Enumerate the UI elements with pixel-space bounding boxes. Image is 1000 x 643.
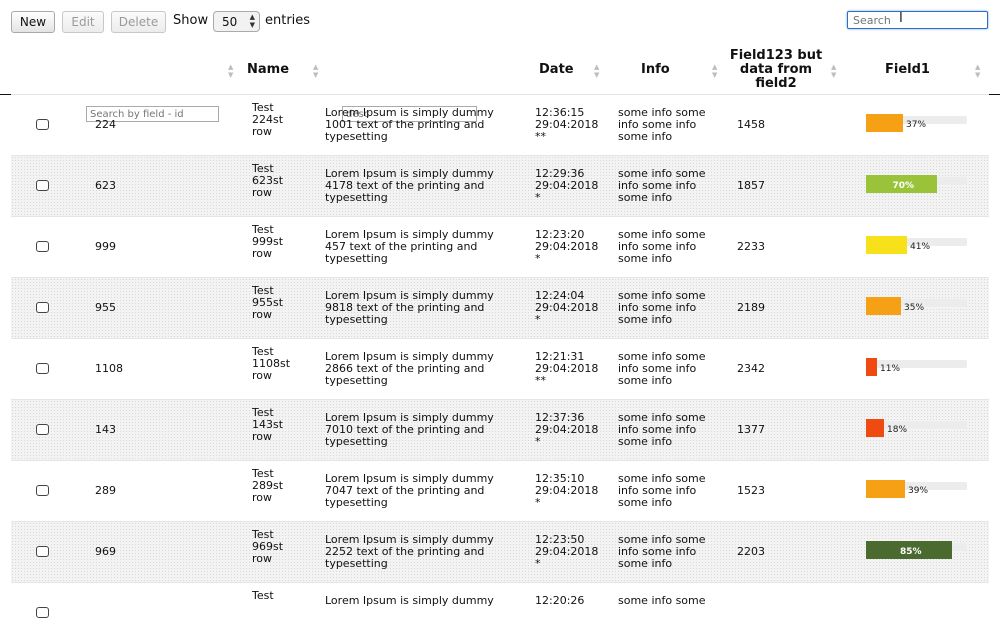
table-row[interactable] (11, 277, 989, 338)
table-row[interactable] (11, 521, 989, 582)
id-cell: 1108 (95, 362, 123, 375)
date-line-2: 29:04:2018 (535, 545, 599, 558)
desc-line-3: typesetting (325, 496, 388, 509)
name-line-3: row (252, 125, 273, 138)
table-row[interactable] (11, 94, 989, 155)
table-row[interactable] (11, 399, 989, 460)
column-field123[interactable] (722, 49, 830, 91)
field123-line-1: Field123 but (729, 48, 823, 63)
id-cell: 999 (95, 240, 116, 253)
info-line-1: some info some (618, 350, 706, 363)
table-row[interactable] (11, 155, 989, 216)
page-size-select[interactable] (213, 11, 260, 32)
sort-info-icon[interactable]: ▲ ▼ (712, 63, 718, 79)
name-line-1: Test (252, 101, 274, 114)
column-info[interactable]: Info (641, 62, 670, 77)
id-cell: 143 (95, 423, 116, 436)
desc-line-1: Lorem Ipsum is simply dummy (325, 533, 494, 546)
sort-field123-icon[interactable]: ▲ ▼ (831, 63, 837, 79)
name-line-3: row (252, 430, 273, 443)
date-line-2: 29:04:2018 (535, 362, 599, 375)
table-body (11, 94, 989, 643)
row-checkbox[interactable] (36, 363, 49, 374)
row-checkbox[interactable] (36, 546, 49, 557)
progress-percent: 41% (910, 242, 931, 252)
name-line-3: row (252, 308, 273, 321)
field2-cell: 2189 (737, 301, 765, 314)
date-line-2: 29:04:2018 (535, 423, 599, 436)
row-checkbox[interactable] (36, 302, 49, 313)
name-line-2: 999st (252, 235, 284, 248)
column-field1[interactable]: Field1 (885, 62, 930, 77)
info-line-2: info some info (618, 362, 697, 375)
desc-line-2: 2252 text of the printing and (325, 545, 485, 558)
progress-fill (866, 358, 877, 376)
date-line-1: 12:29:36 (535, 167, 585, 180)
info-line-3: some info (618, 435, 673, 448)
table-row[interactable] (11, 582, 989, 643)
progress-fill (866, 297, 901, 315)
name-line-2: 623st (252, 174, 284, 187)
info-line-1: some info some (618, 106, 706, 119)
progress-percent: 35% (904, 303, 925, 313)
info-line-1: some info some (618, 289, 706, 302)
info-line-3: some info (618, 374, 673, 387)
desc-line-2: 7010 text of the printing and (325, 423, 485, 436)
name-line-3: row (252, 552, 273, 565)
table-header (0, 44, 1000, 95)
date-line-3: ** (535, 130, 546, 143)
name-line-1: Test (252, 162, 274, 175)
field2-cell: 1857 (737, 179, 765, 192)
id-cell: 289 (95, 484, 116, 497)
info-line-3: some info (618, 130, 673, 143)
desc-line-1: Lorem Ipsum is simply dummy (325, 472, 494, 485)
name-line-2: 143st (252, 418, 284, 431)
text-cursor-icon: I (899, 11, 903, 26)
sort-date-icon[interactable]: ▲ ▼ (594, 63, 600, 79)
entries-label: entries (265, 13, 311, 28)
show-label: Show (173, 13, 209, 28)
desc-line-3: typesetting (325, 374, 388, 387)
desc-line-1: Lorem Ipsum is simply dummy (325, 106, 494, 119)
date-line-1: 12:23:50 (535, 533, 585, 546)
desc-line-3: typesetting (325, 130, 388, 143)
desc-line-2: 9818 text of the printing and (325, 301, 485, 314)
name-line-3: row (252, 491, 273, 504)
info-line-2: info some info (618, 423, 697, 436)
date-line-1: 12:24:04 (535, 289, 585, 302)
progress-percent: 85% (900, 547, 922, 557)
info-line-1: some info some (618, 533, 706, 546)
row-checkbox[interactable] (36, 180, 49, 191)
date-line-2: 29:04:2018 (535, 179, 599, 192)
desc-line-1: Lorem Ipsum is simply dummy (325, 350, 494, 363)
date-line-3: * (535, 252, 541, 265)
desc-line-3: typesetting (325, 252, 388, 265)
name-line-1: Test (252, 284, 274, 297)
name-line-1: Test (252, 528, 274, 541)
name-line-1: Test (252, 406, 274, 419)
desc-line-1: Lorem Ipsum is simply dummy (325, 411, 494, 424)
row-checkbox[interactable] (36, 485, 49, 496)
date-line-1: 12:21:31 (535, 350, 585, 363)
info-line-1: some info some (618, 594, 706, 607)
progress-percent: 37% (906, 120, 927, 130)
date-line-3: * (535, 435, 541, 448)
field2-cell: 1377 (737, 423, 765, 436)
info-line-3: some info (618, 557, 673, 570)
field123-line-2: data from (739, 62, 813, 77)
name-line-2: 224st (252, 113, 284, 126)
info-line-1: some info some (618, 228, 706, 241)
field2-cell: 1523 (737, 484, 765, 497)
row-checkbox[interactable] (36, 119, 49, 130)
name-line-3: row (252, 186, 273, 199)
progress-fill (866, 419, 884, 437)
desc-line-3: typesetting (325, 313, 388, 326)
desc-line-2: 7047 text of the printing and (325, 484, 485, 497)
table-row[interactable] (11, 216, 989, 277)
row-checkbox[interactable] (36, 241, 49, 252)
name-line-1: Test (252, 467, 274, 480)
name-line-2: 955st (252, 296, 284, 309)
name-line-1: Test (252, 589, 274, 602)
search-input[interactable] (847, 11, 988, 29)
date-line-3: * (535, 557, 541, 570)
column-date[interactable]: Date (539, 62, 574, 77)
desc-line-3: typesetting (325, 557, 388, 570)
info-line-3: some info (618, 252, 673, 265)
sort-id-icon[interactable]: ▲ ▼ (228, 63, 234, 79)
info-line-2: info some info (618, 118, 697, 131)
info-line-2: info some info (618, 301, 697, 314)
date-line-1: 12:37:36 (535, 411, 585, 424)
name-line-2: 289st (252, 479, 284, 492)
sort-field1-icon[interactable]: ▲ ▼ (975, 63, 981, 79)
info-line-2: info some info (618, 484, 697, 497)
select-arrows-icon: ▲ ▼ (249, 13, 255, 29)
id-cell: 224 (95, 118, 116, 131)
new-button[interactable]: New (11, 11, 55, 33)
name-line-1: Test (252, 345, 274, 358)
name-line-2: 969st (252, 540, 284, 553)
date-line-1: 12:23:20 (535, 228, 585, 241)
desc-line-1: Lorem Ipsum is simply dummy (325, 167, 494, 180)
field2-cell: 1458 (737, 118, 765, 131)
table-row[interactable] (11, 338, 989, 399)
info-line-2: info some info (618, 240, 697, 253)
desc-line-1: Lorem Ipsum is simply dummy (325, 594, 494, 607)
name-line-3: row (252, 369, 273, 382)
date-line-3: * (535, 313, 541, 326)
progress-fill (866, 236, 907, 254)
field2-cell: 2342 (737, 362, 765, 375)
info-line-3: some info (618, 313, 673, 326)
field2-cell: 2203 (737, 545, 765, 558)
date-line-1: 12:36:15 (535, 106, 585, 119)
date-line-2: 29:04:2018 (535, 301, 599, 314)
row-checkbox[interactable] (36, 607, 49, 618)
name-line-3: row (252, 247, 273, 260)
edit-button[interactable]: Edit (62, 11, 104, 33)
date-line-3: * (535, 496, 541, 509)
info-line-3: some info (618, 496, 673, 509)
field123-line-3: field2 (755, 76, 797, 91)
sort-name-icon[interactable]: ▲ ▼ (313, 63, 319, 79)
progress-fill (866, 480, 905, 498)
info-line-2: info some info (618, 179, 697, 192)
desc-line-1: Lorem Ipsum is simply dummy (325, 289, 494, 302)
date-line-1: 12:20:26 (535, 594, 585, 607)
desc-line-2: 1001 text of the printing and (325, 118, 485, 131)
id-cell: 955 (95, 301, 116, 314)
name-line-1: Test (252, 223, 274, 236)
table-row[interactable] (11, 460, 989, 521)
desc-line-2: 457 text of the printing and (325, 240, 478, 253)
progress-fill (866, 114, 903, 132)
desc-line-2: 4178 text of the printing and (325, 179, 485, 192)
date-line-1: 12:35:10 (535, 472, 585, 485)
progress-percent: 11% (880, 364, 901, 374)
row-checkbox[interactable] (36, 424, 49, 435)
info-line-2: info some info (618, 545, 697, 558)
id-cell: 623 (95, 179, 116, 192)
row-list (11, 94, 989, 643)
desc-line-3: typesetting (325, 191, 388, 204)
info-line-1: some info some (618, 411, 706, 424)
column-name[interactable]: Name (247, 62, 290, 77)
delete-button[interactable]: Delete (111, 11, 166, 33)
desc-line-3: typesetting (325, 435, 388, 448)
progress-percent: 39% (908, 486, 929, 496)
date-line-3: * (535, 191, 541, 204)
info-line-1: some info some (618, 167, 706, 180)
info-line-1: some info some (618, 472, 706, 485)
id-cell: 969 (95, 545, 116, 558)
info-line-3: some info (618, 191, 673, 204)
page-size-value: 50 (222, 15, 238, 29)
name-line-2: 1108st (252, 357, 291, 370)
toolbar (0, 0, 1000, 44)
desc-line-1: Lorem Ipsum is simply dummy (325, 228, 494, 241)
date-line-3: ** (535, 374, 546, 387)
date-line-2: 29:04:2018 (535, 118, 599, 131)
progress-percent: 70% (892, 181, 915, 191)
date-line-2: 29:04:2018 (535, 484, 599, 497)
progress-percent: 18% (887, 425, 908, 435)
date-line-2: 29:04:2018 (535, 240, 599, 253)
desc-line-2: 2866 text of the printing and (325, 362, 485, 375)
field2-cell: 2233 (737, 240, 765, 253)
